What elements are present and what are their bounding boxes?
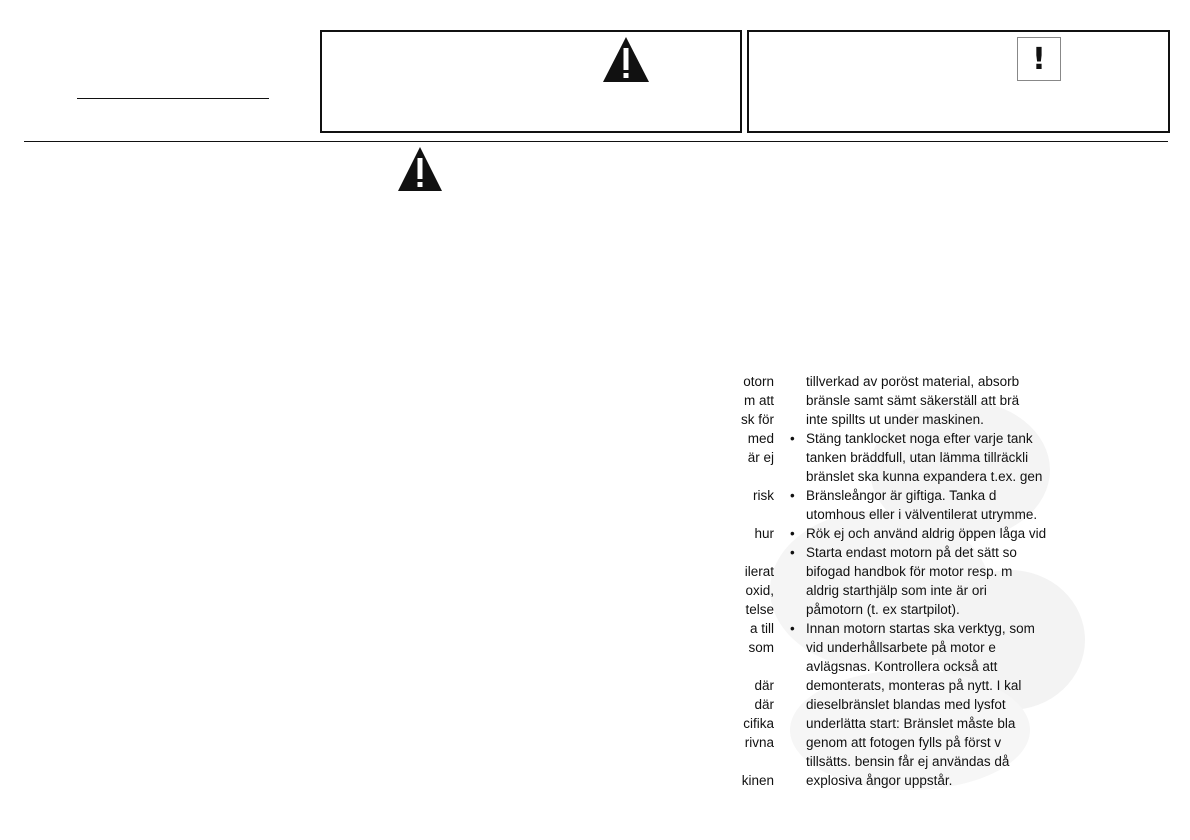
right-line	[790, 752, 1078, 771]
bullet: •	[790, 431, 795, 446]
right-line-text: underlätta start: Bränslet måste bla	[806, 716, 1016, 731]
left-line: som	[748, 640, 774, 655]
left-line: hur	[754, 526, 774, 541]
right-line	[790, 410, 1078, 429]
right-line	[790, 562, 1078, 581]
right-line-text: utomhous eller i välventilerat utrymme.	[806, 507, 1038, 522]
right-line	[790, 714, 1078, 733]
right-text-column	[790, 372, 1078, 790]
left-line	[690, 505, 774, 524]
right-line-text: genom att fotogen fylls på först v	[806, 735, 1002, 750]
left-line: rivna	[744, 735, 774, 750]
bullet: •	[790, 621, 795, 636]
left-line	[690, 467, 774, 486]
right-line	[790, 505, 1078, 524]
left-line: kinen	[741, 773, 774, 788]
caution-box	[747, 30, 1170, 133]
right-line	[790, 600, 1078, 619]
right-line	[790, 619, 1078, 638]
right-line-text: bränsle samt sämt säkerställ att brä	[806, 393, 1020, 408]
warning-triangle-icon	[602, 36, 650, 83]
left-line: a till	[749, 621, 774, 636]
right-line-text: tillsätts. bensin får ej användas då	[806, 754, 1010, 769]
left-line: otorn	[743, 374, 774, 389]
signature-line	[77, 98, 269, 99]
left-line: telse	[745, 602, 774, 617]
left-line: m att	[743, 393, 774, 408]
right-line	[790, 695, 1078, 714]
right-line	[790, 733, 1078, 752]
right-line-text: avlägsnas. Kontrollera också att	[806, 659, 998, 674]
warning-box	[320, 30, 742, 133]
right-line-text: dieselbränslet blandas med lysfot	[806, 697, 1006, 712]
right-line-text: bifogad handbok för motor resp. m	[806, 564, 1013, 579]
left-line: är ej	[747, 450, 774, 465]
right-line-text: explosiva ångor uppstår.	[806, 773, 953, 788]
right-line-text: Innan motorn startas ska verktyg, som	[806, 621, 1035, 636]
left-line: ilerat	[744, 564, 774, 579]
right-line-text: påmotorn (t. ex startpilot).	[806, 602, 960, 617]
right-line-text: Starta endast motorn på det sätt so	[806, 545, 1017, 560]
right-line	[790, 372, 1078, 391]
right-line	[790, 638, 1078, 657]
right-line	[790, 391, 1078, 410]
warning-triangle-icon	[397, 146, 443, 192]
left-line: sk för	[740, 412, 774, 427]
left-line: cifika	[743, 716, 774, 731]
right-line-text: vid underhållsarbete på motor e	[806, 640, 996, 655]
right-line-text: aldrig starthjälp som inte är ori	[806, 583, 987, 598]
bullet: •	[790, 545, 795, 560]
left-text-column	[690, 372, 774, 790]
right-line	[790, 486, 1078, 505]
right-line	[790, 429, 1078, 448]
left-line: risk	[753, 488, 774, 503]
right-line-text: inte spillts ut under maskinen.	[806, 412, 984, 427]
right-line	[790, 524, 1078, 543]
right-line	[790, 543, 1078, 562]
left-line: där	[754, 697, 774, 712]
right-line	[790, 448, 1078, 467]
right-line	[790, 467, 1078, 486]
right-line	[790, 657, 1078, 676]
exclamation-box-icon: !	[1017, 37, 1061, 81]
left-line	[690, 657, 774, 676]
right-line-text: tillverkad av poröst material, absorb	[806, 374, 1020, 389]
section-divider	[24, 141, 1168, 142]
right-line-text: tanken bräddfull, utan lämma tillräckli	[806, 450, 1029, 465]
right-line-text: demonterats, monteras på nytt. I kal	[806, 678, 1022, 693]
left-line: oxid,	[745, 583, 774, 598]
right-line-text: Rök ej och använd aldrig öppen låga vid	[806, 526, 1047, 541]
right-line	[790, 581, 1078, 600]
left-line: med	[747, 431, 774, 446]
left-line	[690, 752, 774, 771]
bullet: •	[790, 526, 795, 541]
right-line-text: Stäng tanklocket noga efter varje tank	[806, 431, 1033, 446]
right-line	[790, 676, 1078, 695]
bullet: •	[790, 488, 795, 503]
left-line	[690, 543, 774, 562]
left-line: där	[754, 678, 774, 693]
right-line	[790, 771, 1078, 790]
right-line-text: Bränsleångor är giftiga. Tanka d	[806, 488, 997, 503]
right-line-text: bränslet ska kunna expandera t.ex. gen	[806, 469, 1043, 484]
